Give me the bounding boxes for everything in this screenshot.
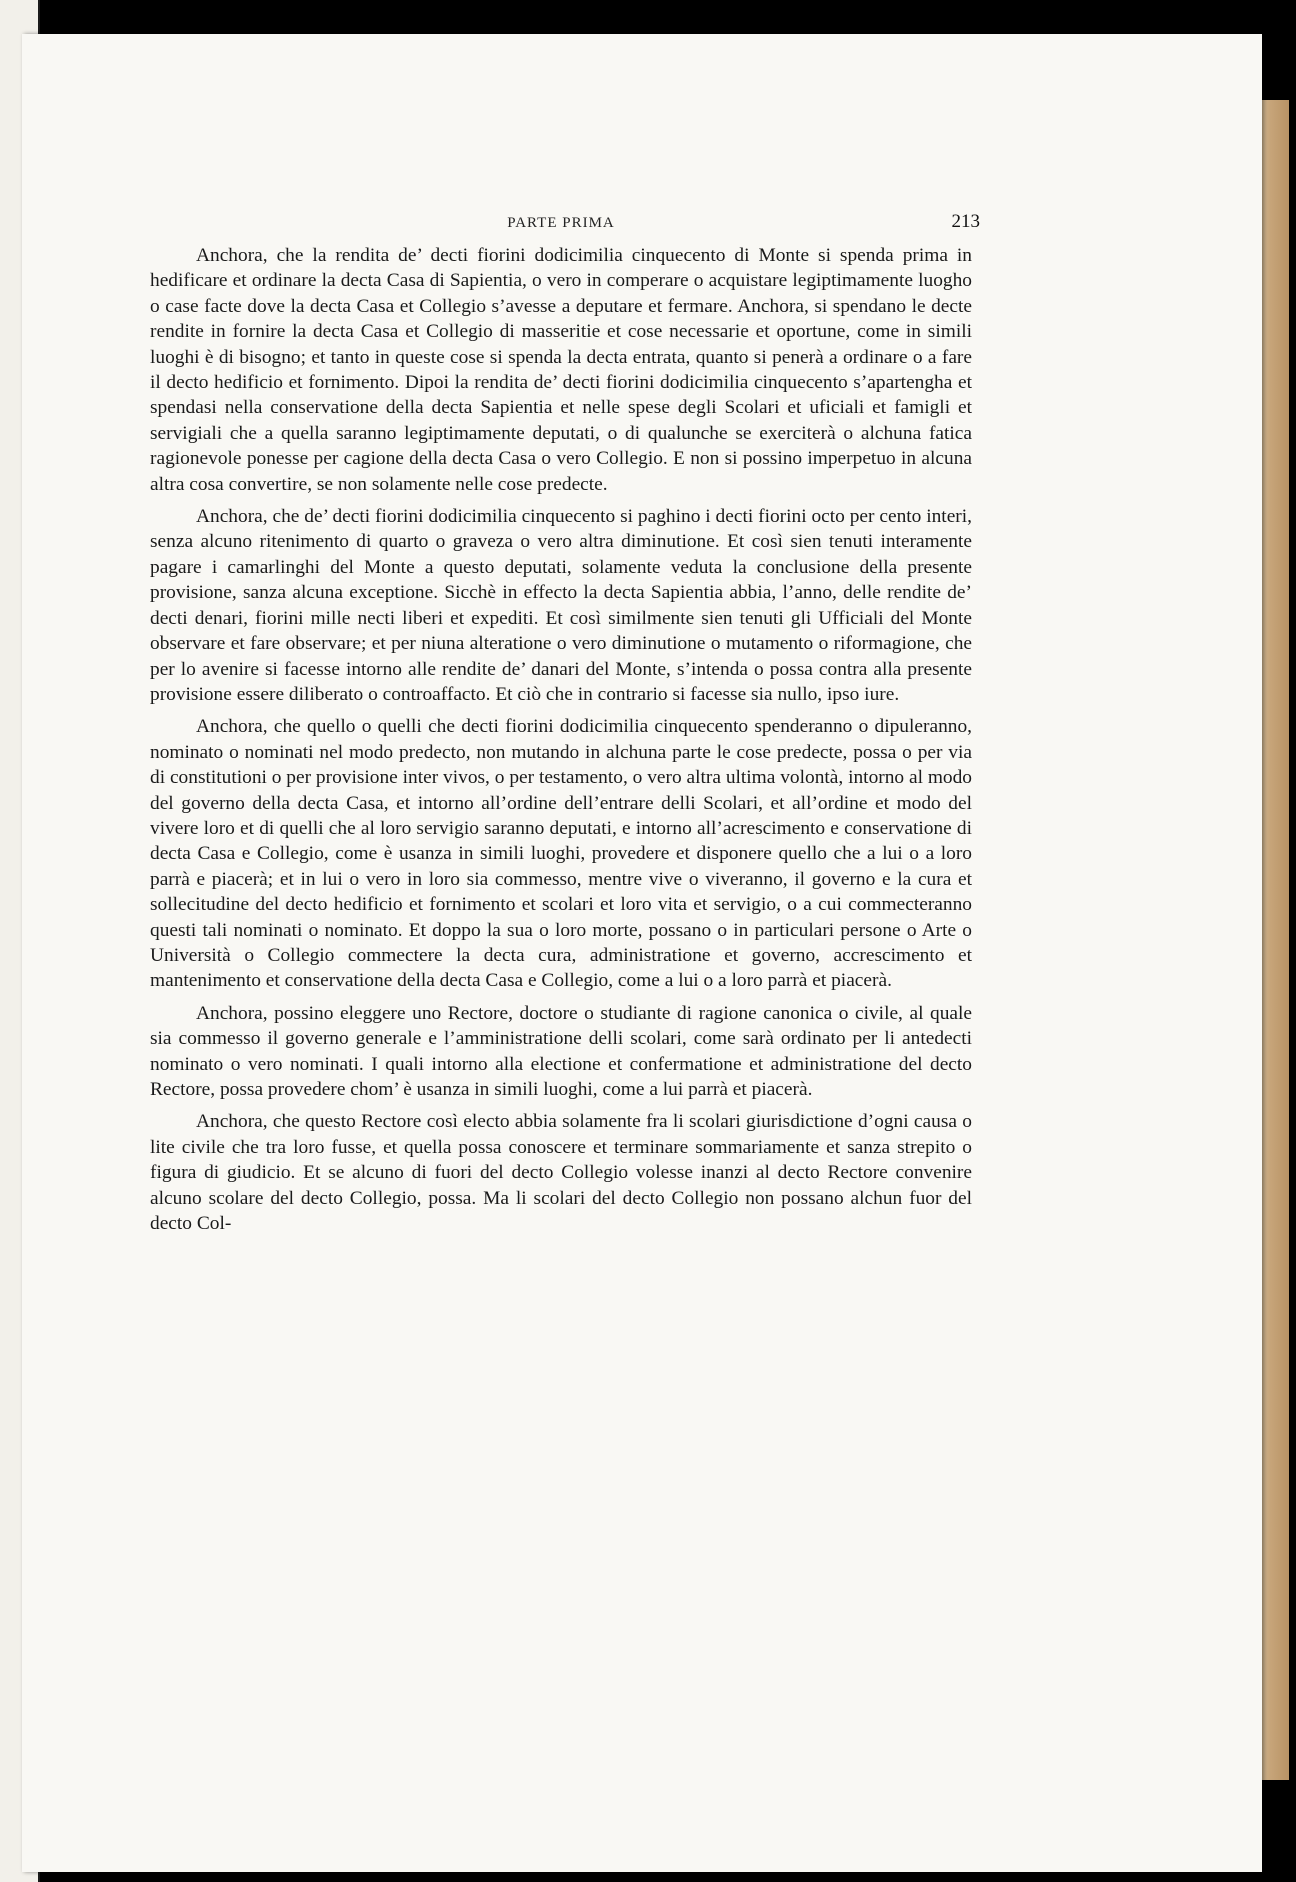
paragraph: Anchora, che la rendita de’ decti fiorini dodicimilia cinquecento di Monte si spenda prima in hedificare et ordinare la decta Casa di Sapientia, o vero in comperare o acquistare legiptimamente luogho o case facte dove la decta Casa et Collegio s’avesse a deputare et fermare. Anchora, si spendano le decte rendite in fornire la decta Casa et Collegio di masseritie et cose necessarie et oportune, come in simili luoghi è di bisogno; et tanto in queste cose si spenda la decta entrata, quanto si penerà a ordinare o a fare il decto hedificio et fornimento. Dipoi la rendita de’ decti fiorini dodicimilia cinquecento s’apartengha et spendasi nella conservatione della decta Sapientia et nelle spese degli Scolari et uficiali et famigli et servigiali che a quella saranno legiptimamente deputati, o di qualunche se exerciterà o alchuna fatica ragionevole ponesse per cagione della decta Casa o vero Collegio. E non si possino imperpetuo in alcuna altra cosa convertire, se non solamente nelle cose predecte. [150, 245, 972, 495]
book-page [22, 34, 1262, 1872]
page-header [150, 211, 980, 237]
paragraph: Anchora, che de’ decti fiorini dodicimilia cinquecento si paghino i decti fiorini octo per cento interi, senza alcuno ritenimento di quarto o graveza o vero altra diminutione. Et così sien tenuti interamente pagare i camarlinghi del Monte a questo deputati, solamente veduta la conclusione della presente provisione, sanza alcuna exceptione. Sicchè in effecto la decta Sapientia abbia, l’anno, delle rendite de’ decti denari, fiorini mille necti liberi et expediti. Et così similmente sien tenuti gli Ufficiali del Monte observare et fare observare; et per niuna alteratione o vero diminutione o mutamento o riformagione, che per lo avenire si facesse intorno alle rendite de’ danari del Monte, s’intenda o possa contra alla presente provisione essere diliberato o controaffacto. Et ciò che in contrario si facesse sia nullo, ipso iure. [150, 506, 972, 705]
running-title: PARTE PRIMA [507, 215, 615, 231]
page-number: 213 [951, 211, 980, 232]
paragraph: Anchora, che quello o quelli che decti fiorini dodicimilia cinquecento spenderanno o dipuleranno, nominato o nominati nel modo predecto, non mutando in alchuna parte le cose predecte, possa o per via di constitutioni o per provisione inter vivos, o per testamento, o vero altra ultima volontà, intorno al modo del governo della decta Casa, et intorno all’ordine dell’entrare delli Scolari, et all’ordine et modo del vivere loro et di quelli che al loro servigio saranno deputati, e intorno all’acrescimento e conservatione di decta Casa e Collegio, come è usanza in simili luoghi, provedere et disponere quello che a lui o a loro parrà e piacerà; et in lui o vero in loro sia commesso, mentre vive o viveranno, il governo e la cura et sollecitudine del decto hedificio et fornimento et scolari et loro vita et servigio, o a cui commecteranno questi tali nominati o nominato. Et doppo la sua o loro morte, possano o in particulari persone o Arte o Università o Collegio commectere la decta cura, administratione et governo, accrescimento et mantenimento et conservatione della decta Casa e Collegio, come a lui o a loro parrà et piacerà. [150, 716, 972, 992]
paragraph: Anchora, che questo Rectore così electo abbia solamente fra li scolari giurisdictione d’ogni causa o lite civile che tra loro fusse, et quella possa conoscere et terminare sommariamente et sanza strepito o figura di giudicio. Et se alcuno di fuori del decto Collegio volesse inanzi al decto Rectore convenire alcuno scolare del decto Collegio, possa. Ma li scolari del decto Collegio non possano alchun fuor del decto Col- [150, 1111, 972, 1235]
body-text [150, 243, 972, 1243]
paragraph: Anchora, possino eleggere uno Rectore, doctore o studiante di ragione canonica o civile, al quale sia commesso il governo generale e l’amministratione delli scolari, come sarà ordinato per li antedecti nominato o vero nominati. I quali intorno alla electione et confermatione et administratione del decto Rectore, possa provedere chom’ è usanza in simili luoghi, come a lui parrà et piacerà. [150, 1002, 972, 1100]
